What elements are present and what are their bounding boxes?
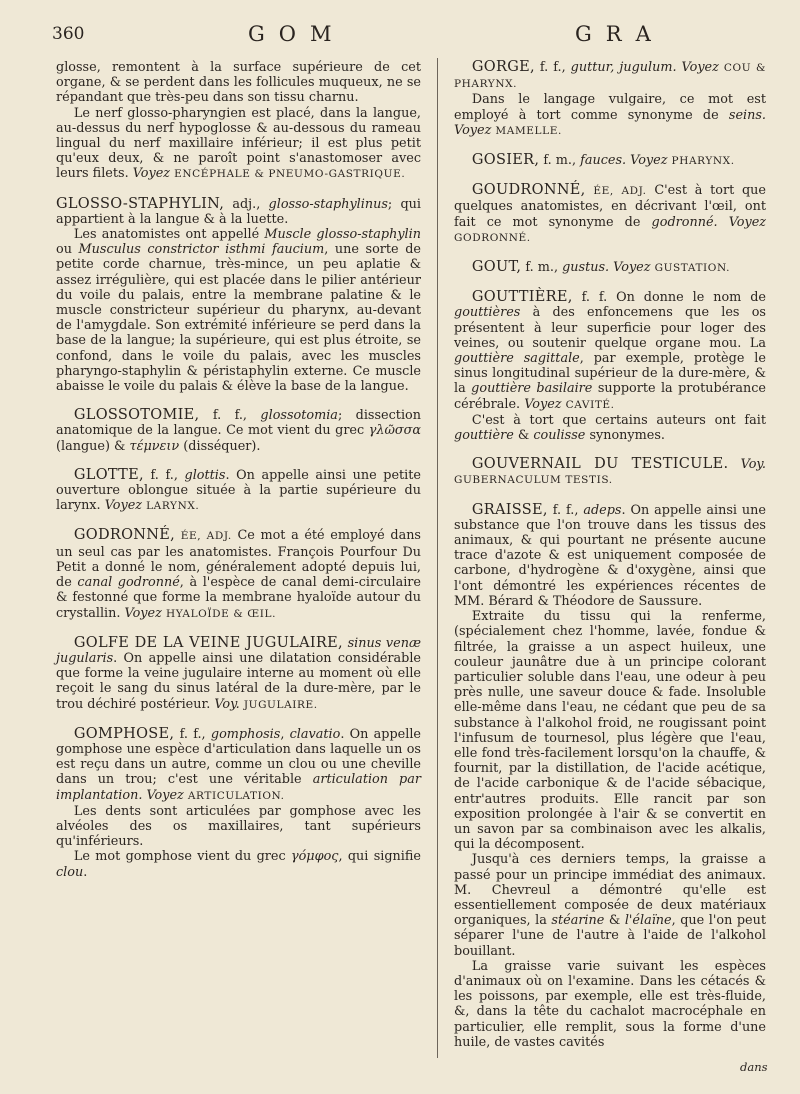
cross-reference: GODRONNÉ.: [454, 231, 531, 244]
right-column: [454, 60, 766, 1064]
entry-glotte: [56, 468, 421, 515]
cross-reference: COU & PHARYNX.: [454, 62, 766, 91]
headword: GLOSSO-STAPHYLIN,: [56, 195, 225, 212]
headword: GOUDRONNÉ,: [471, 182, 586, 199]
paragraph: glosse, remontent à la surface supérieure de cet organe, & se perdent dans les follicules muqueux, ne se répandant que très-peu dans son tissu charnu.: [56, 60, 421, 106]
entry-definition: GOLFE DE LA VEINE JUGULAIRE, sinus venæ jugularis. On appelle ainsi une dilatation considérable que forme la veine jugulaire interne au moment où elle reçoit le sang du sinus latéral de la dure-mère, par le trou déchiré postérieur. Voy. JUGULAIRE.: [56, 634, 421, 712]
entry-goudronne: [454, 183, 766, 246]
cross-reference: MAMELLE.: [495, 124, 562, 137]
cross-reference: GUSTATION.: [654, 262, 731, 275]
entry-godronne: [56, 528, 421, 621]
entry-definition: GOUT, f. m., gustus. Voyez GUSTATION.: [471, 259, 731, 276]
entry-gorge: [454, 60, 766, 139]
entry-glosso-pharyngien-continued: [56, 60, 421, 183]
paragraph: Dans le langage vulgaire, ce mot est employé à tort comme synonyme de seins. Voyez MAMELLE.: [454, 92, 766, 138]
entry-definition: GOUDRONNÉ, ÉE, ADJ. C'est à tort que quelques anatomistes, en décrivant l'œil, ont fait ce mot synonyme de godronné. Voyez GODRONNÉ.: [454, 182, 767, 244]
cross-reference: LARYNX.: [146, 500, 200, 513]
left-column: [56, 60, 421, 894]
headword: GOUT,: [471, 259, 522, 276]
headword: GRAISSE,: [471, 501, 548, 518]
headword: GOLFE DE LA VEINE JUGULAIRE,: [73, 634, 343, 651]
cross-reference: CAVITÉ.: [565, 398, 615, 411]
entry-glosso-staphylin: [56, 197, 421, 395]
entry-gouvernail-testicule: [454, 457, 766, 488]
entry-gomphose: [56, 727, 421, 880]
paragraph: C'est à tort que certains auteurs ont fait gouttière & coulisse synonymes.: [454, 412, 766, 444]
paragraph: Le nerf glosso-pharyngien est placé, dans la langue, au-dessus du nerf hypoglosse & au-dessous du rameau lingual du nerf maxillaire inférieur; il est plus petit qu'eux deux, & ne paroît point s'anastomoser avec leurs filets. Voyez ENCÉPHALE & PNEUMO-GASTRIQUE.: [56, 105, 421, 182]
entry-definition: GLOSSOTOMIE, f. f., glossotomia; dissection anatomique de la langue. Ce mot vient du grec γλῶσσα (langue) & τέμνειν (disséquer).: [56, 407, 421, 454]
headword: GOMPHOSE,: [73, 725, 175, 742]
entry-definition: GODRONNÉ, ÉE, ADJ. Ce mot a été employé dans un seul cas par les anatomistes. François Pourfour Du Petit a donné le nom, généralement adopté depuis lui, de canal godronné, à l'espèce de canal demi-circulaire & festonné que forme la membrane hyaloïde autour du crystallin. Voyez HYALOÏDE & ŒIL.: [56, 527, 422, 621]
headword: GOSIER,: [471, 152, 540, 169]
entry-definition: GOMPHOSE, f. f., gomphosis, clavatio. On appelle gomphose une espèce d'articulation dans laquelle un os est reçu dans un autre, comme un clou ou une cheville dans un trou; c'est une véritable articulation par implantation. Voyez ARTICULATION.: [56, 725, 421, 803]
entry-golfe-veine-jugulaire: [56, 636, 421, 713]
paragraph: La graisse varie suivant les espèces d'animaux où on l'examine. Dans les cétacés & les poissons, par exemple, elle est très-fluide, &, dans la tête du cachalot macrocéphale en particulier, elle remplit, sous la forme d'une huile, de vastes cavités: [454, 958, 766, 1050]
entry-glossotomie: [56, 408, 421, 454]
cross-reference: HYALOÏDE & ŒIL.: [165, 607, 277, 620]
entry-definition: GOUTTIÈRE, f. f. On donne le nom de gouttières à des enfoncemens que les os présentent à leur superficie pour loger des veines, ou soutenir quelque organe mou. La gouttière sagittale, par exemple, protège le sinus longitudinal supérieur de la dure-mère, & la gouttière basilaire supporte la protubérance cérébrale. Voyez CAVITÉ.: [454, 289, 767, 412]
paragraph: Le mot gomphose vient du grec γόμφος, qui signifie clou.: [56, 849, 421, 880]
headword: GORGE,: [471, 59, 535, 75]
entry-definition: GRAISSE, f. f., adeps. On appelle ainsi une substance que l'on trouve dans les tissus des animaux, & qui pourtant ne présente aucune trace d'azote & est uniquement composée de carbone, d'hydrogène & d'oxygène, ainsi que l'ont démontré les expériences récentes de MM. Bérard & Théodore de Saussure.: [454, 501, 766, 609]
entry-definition: GOSIER, f. m., fauces. Voyez PHARYNX.: [471, 152, 735, 169]
entry-definition: GOUVERNAIL DU TESTICULE. Voy. GUBERNACULUM TESTIS.: [454, 456, 766, 487]
entry-gouttiere: [454, 290, 766, 443]
headword: GLOSSOTOMIE,: [73, 407, 200, 424]
entry-definition: GLOSSO-STAPHYLIN, adj., glosso-staphylinus; qui appartient à la langue & à la luette.: [56, 195, 421, 227]
page-number: 360: [52, 24, 85, 44]
entry-definition: GORGE, f. f., guttur, jugulum. Voyez COU & PHARYNX.: [454, 59, 766, 91]
entry-gout: [454, 260, 766, 276]
entry-graisse: [454, 503, 766, 1050]
paragraph: Les anatomistes ont appellé Muscle glosso-staphylin ou Musculus constrictor isthmi faucium, une sorte de petite corde charnue, très-mince, un peu aplatie & assez irrégulière, qui est placée dans le pilier antérieur du voile du palais, entre la membrane palatine & le muscle constricteur supérieur du pharynx, au-devant de l'amygdale. Son extrémité inférieure se perd dans la base de la langue; la supérieure, qui est plus étroite, se confond, dans le voile du palais, avec les muscles pharyngo-staphylin & péristaphylin externe. Ce muscle abaisse le voile du palais & élève la base de la langue.: [56, 227, 421, 395]
page-header: [0, 14, 800, 48]
running-head-left: GOM: [248, 22, 346, 46]
running-head-right: GRA: [575, 22, 665, 46]
catchword: dans: [740, 1060, 768, 1074]
paragraph: Les dents sont articulées par gomphose avec les alvéoles des os maxillaires, tant supérieurs qu'inférieurs.: [56, 803, 421, 850]
entry-definition: GLOTTE, f. f., glottis. On appelle ainsi une petite ouverture oblongue située à la partie supérieure du larynx. Voyez LARYNX.: [56, 466, 421, 514]
headword: GOUVERNAIL DU TESTICULE.: [471, 456, 729, 473]
cross-reference: ARTICULATION.: [187, 789, 285, 802]
headword: GOUTTIÈRE,: [471, 289, 573, 306]
column-divider: [437, 58, 438, 1058]
cross-reference: JUGULAIRE.: [243, 698, 318, 711]
cross-reference: PHARYNX.: [671, 155, 735, 168]
paragraph: Extraite du tissu qui la renferme, (spécialement chez l'homme, lavée, fondue & filtrée, la graisse a un aspect huileux, une couleur jaunâtre due à un principe colorant particulier soluble dans l'eau, une odeur à peu près nulle, une saveur douce & fade. Insoluble elle-même dans l'eau, ne cédant que peu de sa substance à l'alkohol froid, ne rougissant point l'infusum de tournesol, plus légère que l'eau, elle fond très-facilement lorsqu'on la chauffe, & fournit, par la distillation, de l'acide acétique, de l'acide carbonique & de l'acide sébacique, entr'autres produits. Elle rancit par son exposition prolongée à l'air & se convertit en un savon par sa combinaison avec les alkalis, qui la décomposent.: [454, 609, 766, 853]
cross-reference: GUBERNACULUM TESTIS.: [454, 474, 613, 487]
cross-reference: ENCÉPHALE & PNEUMO-GASTRIQUE.: [174, 168, 406, 181]
entry-gosier: [454, 153, 766, 169]
headword: GLOTTE,: [73, 466, 144, 483]
paragraph: Jusqu'à ces derniers temps, la graisse a passé pour un principe immédiat des animaux. M. Chevreul a démontré qu'elle est essentiellement composée de deux matériaux organiques, la stéarine & l'élaïne, que l'on peut séparer l'une de l'autre à l'aide de l'alkohol bouillant.: [454, 852, 766, 959]
headword: GODRONNÉ,: [73, 527, 176, 544]
